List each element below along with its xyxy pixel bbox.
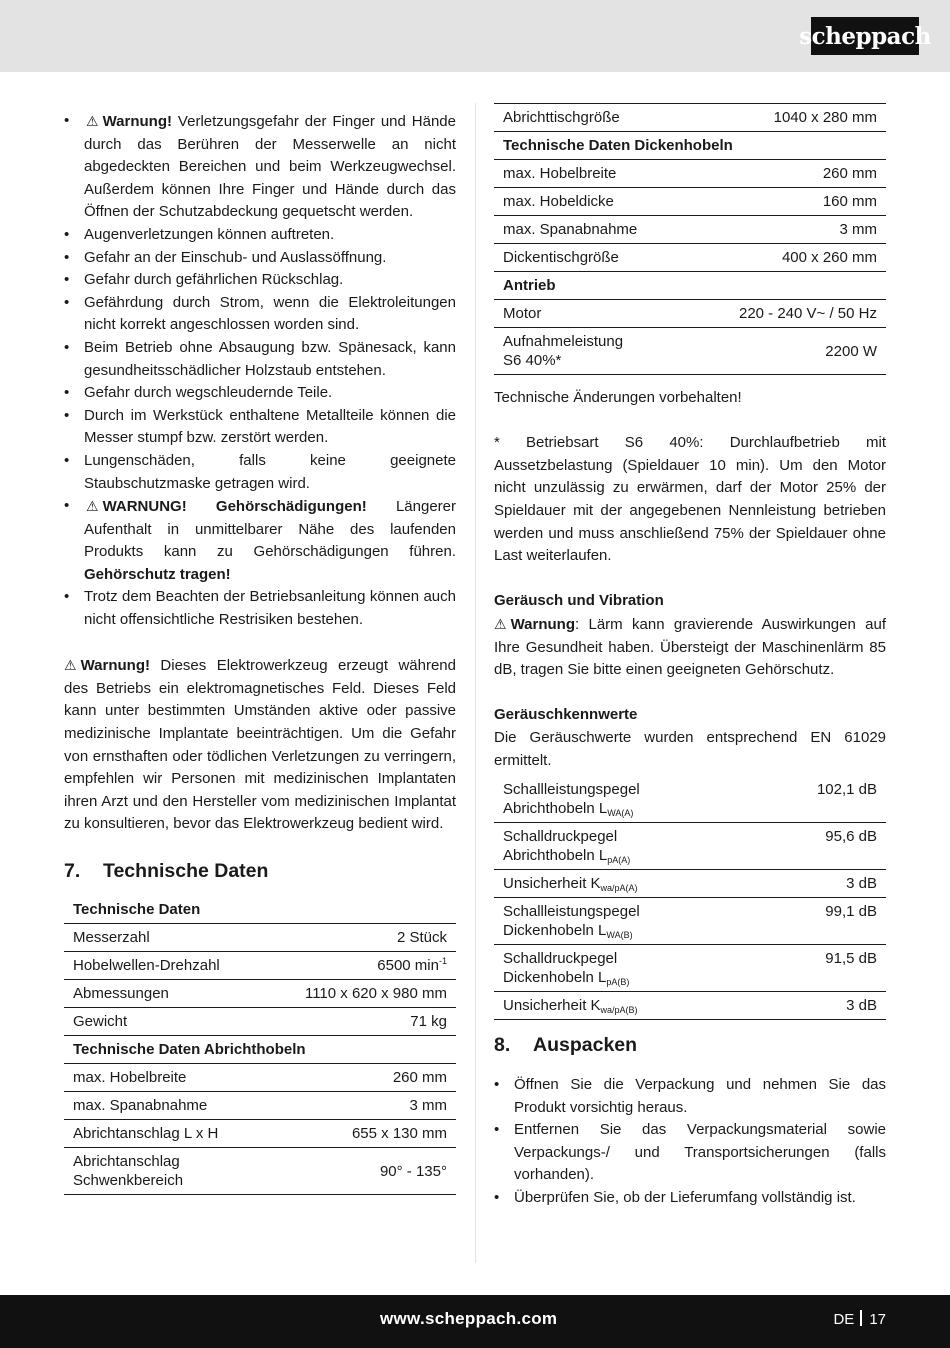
section-heading-technical-data: 7. Technische Daten: [64, 860, 269, 882]
table-row: Abrichttischgröße 1040 x 280 mm: [494, 104, 886, 132]
warning-triangle-icon: ⚠: [64, 657, 77, 674]
table-row: Abmessungen 1110 x 620 x 980 mm: [64, 980, 456, 1008]
noise-vibration-heading: Geräusch und Vibration: [494, 592, 664, 610]
list-item: • Beim Betrieb ohne Absaugung bzw. Spänesack, kann gesundheitsschädlicher Holzstaub entstehen.: [64, 337, 456, 382]
section-heading-unpacking: 8. Auspacken: [494, 1034, 638, 1057]
list-item: • Gefährdung durch Strom, wenn die Elektroleitungen nicht korrekt angeschlossen worden sind.: [64, 292, 456, 337]
table-row: Schallleistungspegel Abrichthobeln $L_{WA(A)}$ 102,1 dB: [494, 776, 886, 823]
table-row: Schalldruckpegel Abrichthobeln $L_{pA(A)}$ 95,6 dB: [494, 823, 886, 870]
noise-warning-paragraph: ⚠ Warnung: Lärm kann gravierende Auswirkungen auf Ihre Gesundheit haben. Übersteigt der Maschinenlärm 85 dB, tragen Sie bitte einen geeigneten Gehörschutz.: [494, 613, 886, 682]
table-row: Unsicherheit $K_{wa/pA(A)}$ 3 dB: [494, 870, 886, 898]
scheppach-logo: scheppach: [811, 17, 919, 55]
list-item: • Öffnen Sie die Verpackung und nehmen Sie das Produkt vorsichtig heraus.: [494, 1074, 886, 1119]
table-row: max. Hobelbreite 260 mm: [494, 160, 886, 188]
column-divider: [475, 103, 476, 1263]
table-row: Schalldruckpegel Dickenhobeln $L_{pA(B)}$ 91,5 dB: [494, 945, 886, 992]
list-item: • ⚠ Warnung! Verletzungsgefahr der Finger und Hände durch das Berühren der Messerwelle an nicht abgedeckten Bereichen und beim Werkzeugwechsel. Außerdem können Ihre Finger und Hände durch das Öffnen der Schutzabdeckung gequetscht werden.: [64, 110, 456, 224]
list-item: • Durch im Werkstück enthaltene Metallteile können die Messer stumpf bzw. zerstört werden.: [64, 405, 456, 450]
emf-warning-paragraph: ⚠ Warnung! Dieses Elektrowerkzeug erzeugt während des Betriebs ein elektromagnetisches Feld. Dieses Feld kann unter bestimmten Umständen aktive oder passive medizinische Implantate beeinträchtigen. Um die Gefahr von ernsthaften oder tödlichen Verletzungen zu verringern, empfehlen wir Personen mit medizinischen Implantaten ihren Arzt und den Hersteller vom medizinischen Implantat zu konsultieren, bevor das Elektrowerkzeug bedient wird.: [64, 654, 456, 836]
noise-values-heading: Geräuschkennwerte: [494, 706, 638, 724]
table-row: Schallleistungspegel Dickenhobeln $L_{WA(B)}$ 99,1 dB: [494, 898, 886, 945]
list-item: • Lungenschäden, falls keine geeignete Staubschutzmaske getragen wird.: [64, 450, 456, 495]
table-row: max. Hobelbreite 260 mm: [64, 1064, 456, 1092]
table-row: max. Spanabnahme 3 mm: [494, 216, 886, 244]
table-row: Abrichtanschlag Schwenkbereich 90° - 135°: [64, 1148, 456, 1195]
technical-data-table: [64, 896, 456, 1195]
technical-changes-note: Technische Änderungen vorbehalten!: [494, 389, 742, 406]
table-row: max. Spanabnahme 3 mm: [64, 1092, 456, 1120]
hazard-list: [64, 110, 456, 632]
table-row: Dickentischgröße 400 x 260 mm: [494, 244, 886, 272]
table-row: Unsicherheit $K_{wa/pA(B)}$ 3 dB: [494, 992, 886, 1020]
list-item: • ⚠ WARNUNG! Gehörschädigungen! Längerer Aufenthalt in unmittelbarer Nähe des laufenden Produkts kann zu Gehörschädigungen führen. Gehörschutz tragen!: [64, 495, 456, 586]
table-row: Aufnahmeleistung S6 40%* 2200 W: [494, 328, 886, 375]
technical-data-table-continued: [494, 103, 886, 375]
s6-operating-mode-note: * Betriebsart S6 40%: Durchlaufbetrieb mit Aussetzbelastung (Spieldauer 10 min). Um den Motor nicht unzulässig zu erwärmen, darf der Motor 25% der Spieldauer mit der angegebenen Nennleistung betrieben werden und muss anschließend 75% der Spieldauer ohne Last weiterlaufen.: [494, 434, 886, 565]
list-item: • Trotz dem Beachten der Betriebsanleitung können auch nicht offensichtliche Restrisiken bestehen.: [64, 586, 456, 631]
table-row: Hobelwellen-Drehzahl 6500 $\min^{-1}$: [64, 952, 456, 980]
warning-triangle-icon: ⚠: [86, 113, 99, 129]
warning-triangle-icon: ⚠: [86, 498, 99, 515]
noise-values-table: [494, 776, 886, 1020]
table-row: Technische Daten Abrichthobeln: [64, 1036, 456, 1064]
table-row: Gewicht 71 kg: [64, 1008, 456, 1036]
left-column: [64, 110, 456, 1195]
table-row: Antrieb: [494, 272, 886, 300]
noise-values-text: Die Geräuschwerte wurden entsprechend EN 61029 ermittelt.: [494, 728, 886, 769]
page-footer: [0, 1295, 950, 1348]
table-row: max. Hobeldicke 160 mm: [494, 188, 886, 216]
table-row: Abrichtanschlag L x H 655 x 130 mm: [64, 1120, 456, 1148]
right-column: [494, 103, 886, 1210]
warning-triangle-icon: ⚠: [494, 615, 507, 632]
page-number: DE 17: [833, 1311, 886, 1328]
table-row: Technische Daten: [64, 896, 456, 924]
table-row: Motor 220 - 240 V~ / 50 Hz: [494, 300, 886, 328]
list-item: • Gefahr an der Einschub- und Auslassöffnung.: [64, 247, 456, 270]
list-item: • Überprüfen Sie, ob der Lieferumfang vollständig ist.: [494, 1187, 886, 1210]
list-item: • Gefahr durch wegschleudernde Teile.: [64, 382, 456, 405]
table-row: Technische Daten Dickenhobeln: [494, 132, 886, 160]
list-item: • Augenverletzungen können auftreten.: [64, 224, 456, 247]
table-row: Messerzahl 2 Stück: [64, 924, 456, 952]
list-item: • Gefahr durch gefährlichen Rückschlag.: [64, 269, 456, 292]
unpacking-list: [494, 1074, 886, 1210]
list-item: • Entfernen Sie das Verpackungsmaterial sowie Verpackungs-/ und Transportsicherungen (falls vorhanden).: [494, 1119, 886, 1187]
website-link[interactable]: www.scheppach.com: [380, 1309, 558, 1328]
